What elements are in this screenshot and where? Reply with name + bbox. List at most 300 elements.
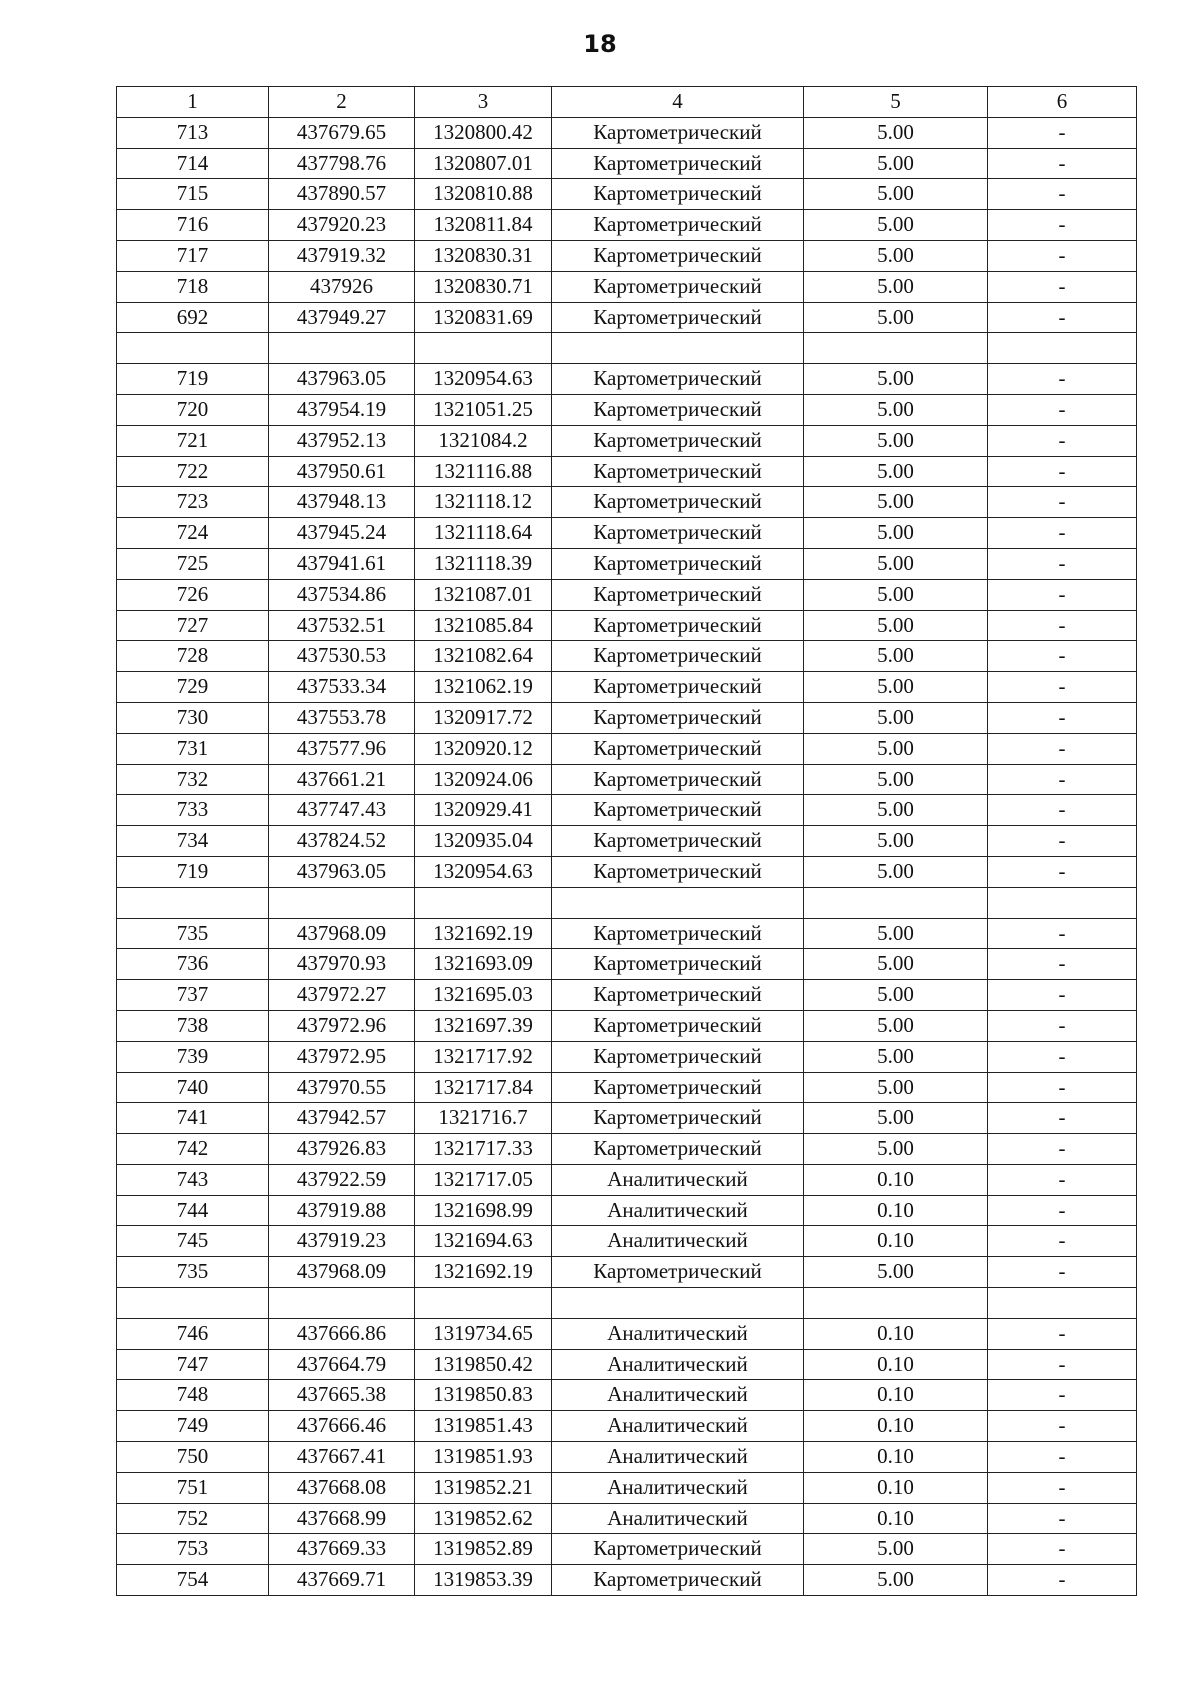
point-number-cell: [117, 333, 269, 364]
accuracy-cell: 5.00: [804, 1565, 988, 1596]
x-coordinate-cell: 437824.52: [269, 826, 415, 857]
note-cell: -: [988, 210, 1137, 241]
method-cell: Картометрический: [552, 518, 804, 549]
accuracy-cell: 0.10: [804, 1503, 988, 1534]
x-coordinate-cell: [269, 887, 415, 918]
note-cell: -: [988, 271, 1137, 302]
x-coordinate-cell: 437919.88: [269, 1195, 415, 1226]
y-coordinate-cell: 1320830.31: [415, 240, 552, 271]
table-row: [117, 1472, 1137, 1503]
point-number-cell: 729: [117, 672, 269, 703]
point-number-cell: 750: [117, 1442, 269, 1473]
method-cell: Картометрический: [552, 548, 804, 579]
point-number-cell: 746: [117, 1318, 269, 1349]
note-cell: -: [988, 641, 1137, 672]
column-header-5: 5: [804, 87, 988, 118]
x-coordinate-cell: 437949.27: [269, 302, 415, 333]
table-row: [117, 733, 1137, 764]
note-cell: -: [988, 733, 1137, 764]
y-coordinate-cell: 1320807.01: [415, 148, 552, 179]
x-coordinate-cell: 437679.65: [269, 117, 415, 148]
method-cell: Аналитический: [552, 1442, 804, 1473]
method-cell: Картометрический: [552, 610, 804, 641]
table-row: [117, 795, 1137, 826]
accuracy-cell: 0.10: [804, 1318, 988, 1349]
table-row: [117, 579, 1137, 610]
y-coordinate-cell: 1320954.63: [415, 856, 552, 887]
note-cell: -: [988, 1195, 1137, 1226]
table-row: [117, 1164, 1137, 1195]
note-cell: -: [988, 980, 1137, 1011]
table-row: [117, 641, 1137, 672]
note-cell: -: [988, 364, 1137, 395]
accuracy-cell: 5.00: [804, 425, 988, 456]
point-number-cell: 715: [117, 179, 269, 210]
y-coordinate-cell: 1320800.42: [415, 117, 552, 148]
table-row: [117, 856, 1137, 887]
point-number-cell: 744: [117, 1195, 269, 1226]
accuracy-cell: 5.00: [804, 949, 988, 980]
table-row: [117, 487, 1137, 518]
method-cell: Картометрический: [552, 487, 804, 518]
y-coordinate-cell: 1321118.64: [415, 518, 552, 549]
method-cell: Картометрический: [552, 795, 804, 826]
table-row: [117, 148, 1137, 179]
point-number-cell: 737: [117, 980, 269, 1011]
point-number-cell: 724: [117, 518, 269, 549]
table-row: [117, 1041, 1137, 1072]
x-coordinate-cell: 437952.13: [269, 425, 415, 456]
column-header-6: 6: [988, 87, 1137, 118]
accuracy-cell: 5.00: [804, 117, 988, 148]
note-cell: -: [988, 1134, 1137, 1165]
y-coordinate-cell: 1321084.2: [415, 425, 552, 456]
note-cell: -: [988, 456, 1137, 487]
x-coordinate-cell: 437533.34: [269, 672, 415, 703]
accuracy-cell: 0.10: [804, 1472, 988, 1503]
point-number-cell: 738: [117, 1010, 269, 1041]
table-row: [117, 1134, 1137, 1165]
y-coordinate-cell: 1319851.43: [415, 1411, 552, 1442]
point-number-cell: 751: [117, 1472, 269, 1503]
accuracy-cell: 5.00: [804, 1534, 988, 1565]
method-cell: Аналитический: [552, 1349, 804, 1380]
accuracy-cell: 5.00: [804, 702, 988, 733]
note-cell: -: [988, 795, 1137, 826]
method-cell: Аналитический: [552, 1195, 804, 1226]
table-row: [117, 1226, 1137, 1257]
accuracy-cell: 0.10: [804, 1380, 988, 1411]
note-cell: -: [988, 548, 1137, 579]
x-coordinate-cell: 437963.05: [269, 364, 415, 395]
y-coordinate-cell: 1321693.09: [415, 949, 552, 980]
x-coordinate-cell: 437577.96: [269, 733, 415, 764]
x-coordinate-cell: 437747.43: [269, 795, 415, 826]
point-number-cell: 749: [117, 1411, 269, 1442]
accuracy-cell: 5.00: [804, 1103, 988, 1134]
y-coordinate-cell: 1321116.88: [415, 456, 552, 487]
y-coordinate-cell: 1321087.01: [415, 579, 552, 610]
accuracy-cell: 5.00: [804, 795, 988, 826]
accuracy-cell: 0.10: [804, 1226, 988, 1257]
y-coordinate-cell: [415, 1288, 552, 1319]
accuracy-cell: 5.00: [804, 1010, 988, 1041]
table-row: [117, 1380, 1137, 1411]
table-row: [117, 672, 1137, 703]
x-coordinate-cell: 437963.05: [269, 856, 415, 887]
table-row: [117, 548, 1137, 579]
note-cell: -: [988, 1565, 1137, 1596]
point-number-cell: 725: [117, 548, 269, 579]
x-coordinate-cell: [269, 1288, 415, 1319]
x-coordinate-cell: 437664.79: [269, 1349, 415, 1380]
accuracy-cell: 5.00: [804, 487, 988, 518]
method-cell: [552, 887, 804, 918]
accuracy-cell: 5.00: [804, 918, 988, 949]
table-row: [117, 918, 1137, 949]
table-row: [117, 1072, 1137, 1103]
y-coordinate-cell: 1319852.89: [415, 1534, 552, 1565]
method-cell: Картометрический: [552, 579, 804, 610]
y-coordinate-cell: 1321118.39: [415, 548, 552, 579]
table-row: [117, 610, 1137, 641]
y-coordinate-cell: 1321717.84: [415, 1072, 552, 1103]
note-cell: -: [988, 148, 1137, 179]
note-cell: [988, 887, 1137, 918]
accuracy-cell: 5.00: [804, 518, 988, 549]
y-coordinate-cell: 1320811.84: [415, 210, 552, 241]
x-coordinate-cell: 437669.33: [269, 1534, 415, 1565]
note-cell: -: [988, 672, 1137, 703]
method-cell: Картометрический: [552, 210, 804, 241]
x-coordinate-cell: 437941.61: [269, 548, 415, 579]
table-header-row: [117, 87, 1137, 118]
table-row: [117, 887, 1137, 918]
note-cell: -: [988, 1257, 1137, 1288]
point-number-cell: 726: [117, 579, 269, 610]
accuracy-cell: 5.00: [804, 980, 988, 1011]
y-coordinate-cell: 1320831.69: [415, 302, 552, 333]
accuracy-cell: [804, 887, 988, 918]
accuracy-cell: 5.00: [804, 394, 988, 425]
accuracy-cell: [804, 1288, 988, 1319]
table-body: [117, 117, 1137, 1595]
table-row: [117, 702, 1137, 733]
x-coordinate-cell: 437665.38: [269, 1380, 415, 1411]
method-cell: Картометрический: [552, 179, 804, 210]
table-row: [117, 1318, 1137, 1349]
point-number-cell: 745: [117, 1226, 269, 1257]
x-coordinate-cell: 437669.71: [269, 1565, 415, 1596]
point-number-cell: 718: [117, 271, 269, 302]
point-number-cell: [117, 1288, 269, 1319]
note-cell: -: [988, 702, 1137, 733]
table-row: [117, 826, 1137, 857]
x-coordinate-cell: 437954.19: [269, 394, 415, 425]
point-number-cell: 735: [117, 918, 269, 949]
point-number-cell: 723: [117, 487, 269, 518]
note-cell: -: [988, 1010, 1137, 1041]
x-coordinate-cell: 437942.57: [269, 1103, 415, 1134]
note-cell: -: [988, 179, 1137, 210]
table-row: [117, 1010, 1137, 1041]
x-coordinate-cell: 437972.27: [269, 980, 415, 1011]
y-coordinate-cell: 1319852.21: [415, 1472, 552, 1503]
accuracy-cell: 5.00: [804, 1134, 988, 1165]
x-coordinate-cell: 437972.95: [269, 1041, 415, 1072]
y-coordinate-cell: 1319734.65: [415, 1318, 552, 1349]
point-number-cell: 732: [117, 764, 269, 795]
note-cell: -: [988, 1072, 1137, 1103]
y-coordinate-cell: 1320810.88: [415, 179, 552, 210]
note-cell: -: [988, 240, 1137, 271]
accuracy-cell: 5.00: [804, 641, 988, 672]
table-row: [117, 425, 1137, 456]
y-coordinate-cell: 1319852.62: [415, 1503, 552, 1534]
x-coordinate-cell: [269, 333, 415, 364]
table-row: [117, 1534, 1137, 1565]
column-header-1: 1: [117, 87, 269, 118]
y-coordinate-cell: 1320917.72: [415, 702, 552, 733]
note-cell: -: [988, 1503, 1137, 1534]
accuracy-cell: 5.00: [804, 302, 988, 333]
table-row: [117, 518, 1137, 549]
method-cell: Картометрический: [552, 240, 804, 271]
table-row: [117, 117, 1137, 148]
method-cell: Картометрический: [552, 826, 804, 857]
accuracy-cell: [804, 333, 988, 364]
method-cell: Картометрический: [552, 702, 804, 733]
point-number-cell: 717: [117, 240, 269, 271]
method-cell: Картометрический: [552, 425, 804, 456]
method-cell: Аналитический: [552, 1503, 804, 1534]
y-coordinate-cell: 1321717.05: [415, 1164, 552, 1195]
y-coordinate-cell: 1321051.25: [415, 394, 552, 425]
x-coordinate-cell: 437926: [269, 271, 415, 302]
y-coordinate-cell: 1320920.12: [415, 733, 552, 764]
table-row: [117, 179, 1137, 210]
x-coordinate-cell: 437919.32: [269, 240, 415, 271]
accuracy-cell: 5.00: [804, 1041, 988, 1072]
point-number-cell: 727: [117, 610, 269, 641]
y-coordinate-cell: 1321717.33: [415, 1134, 552, 1165]
method-cell: Картометрический: [552, 271, 804, 302]
column-header-2: 2: [269, 87, 415, 118]
note-cell: -: [988, 1226, 1137, 1257]
method-cell: Картометрический: [552, 148, 804, 179]
y-coordinate-cell: 1319850.42: [415, 1349, 552, 1380]
table-row: [117, 1288, 1137, 1319]
x-coordinate-cell: 437922.59: [269, 1164, 415, 1195]
point-number-cell: 736: [117, 949, 269, 980]
note-cell: -: [988, 117, 1137, 148]
y-coordinate-cell: 1319850.83: [415, 1380, 552, 1411]
x-coordinate-cell: 437534.86: [269, 579, 415, 610]
point-number-cell: 748: [117, 1380, 269, 1411]
table-row: [117, 210, 1137, 241]
note-cell: -: [988, 518, 1137, 549]
note-cell: -: [988, 302, 1137, 333]
table-row: [117, 1503, 1137, 1534]
y-coordinate-cell: [415, 333, 552, 364]
method-cell: [552, 1288, 804, 1319]
method-cell: Аналитический: [552, 1164, 804, 1195]
table-row: [117, 1411, 1137, 1442]
point-number-cell: 742: [117, 1134, 269, 1165]
table-row: [117, 456, 1137, 487]
y-coordinate-cell: 1320924.06: [415, 764, 552, 795]
method-cell: Аналитический: [552, 1226, 804, 1257]
accuracy-cell: 5.00: [804, 240, 988, 271]
point-number-cell: 716: [117, 210, 269, 241]
method-cell: Картометрический: [552, 1103, 804, 1134]
note-cell: -: [988, 1041, 1137, 1072]
method-cell: Аналитический: [552, 1318, 804, 1349]
accuracy-cell: 0.10: [804, 1411, 988, 1442]
table-row: [117, 949, 1137, 980]
method-cell: Картометрический: [552, 641, 804, 672]
method-cell: Аналитический: [552, 1411, 804, 1442]
point-number-cell: 722: [117, 456, 269, 487]
method-cell: Картометрический: [552, 456, 804, 487]
note-cell: -: [988, 1103, 1137, 1134]
y-coordinate-cell: 1321118.12: [415, 487, 552, 518]
x-coordinate-cell: 437668.08: [269, 1472, 415, 1503]
y-coordinate-cell: 1321085.84: [415, 610, 552, 641]
accuracy-cell: 5.00: [804, 548, 988, 579]
point-number-cell: 713: [117, 117, 269, 148]
accuracy-cell: 5.00: [804, 210, 988, 241]
point-number-cell: 728: [117, 641, 269, 672]
y-coordinate-cell: 1320954.63: [415, 364, 552, 395]
y-coordinate-cell: 1321692.19: [415, 1257, 552, 1288]
note-cell: -: [988, 425, 1137, 456]
note-cell: -: [988, 1164, 1137, 1195]
table-row: [117, 980, 1137, 1011]
point-number-cell: 720: [117, 394, 269, 425]
accuracy-cell: 5.00: [804, 1257, 988, 1288]
column-header-3: 3: [415, 87, 552, 118]
y-coordinate-cell: 1321717.92: [415, 1041, 552, 1072]
method-cell: Картометрический: [552, 1041, 804, 1072]
y-coordinate-cell: 1319851.93: [415, 1442, 552, 1473]
note-cell: -: [988, 579, 1137, 610]
method-cell: Картометрический: [552, 364, 804, 395]
method-cell: Картометрический: [552, 1134, 804, 1165]
method-cell: Картометрический: [552, 918, 804, 949]
point-number-cell: 734: [117, 826, 269, 857]
note-cell: -: [988, 610, 1137, 641]
x-coordinate-cell: 437970.55: [269, 1072, 415, 1103]
page-number: 18: [583, 30, 617, 58]
accuracy-cell: 5.00: [804, 579, 988, 610]
accuracy-cell: 5.00: [804, 764, 988, 795]
x-coordinate-cell: 437667.41: [269, 1442, 415, 1473]
point-number-cell: 721: [117, 425, 269, 456]
x-coordinate-cell: 437972.96: [269, 1010, 415, 1041]
accuracy-cell: 5.00: [804, 856, 988, 887]
note-cell: -: [988, 1318, 1137, 1349]
accuracy-cell: 5.00: [804, 610, 988, 641]
note-cell: -: [988, 764, 1137, 795]
x-coordinate-cell: 437530.53: [269, 641, 415, 672]
accuracy-cell: 5.00: [804, 1072, 988, 1103]
y-coordinate-cell: 1320935.04: [415, 826, 552, 857]
accuracy-cell: 5.00: [804, 456, 988, 487]
method-cell: [552, 333, 804, 364]
x-coordinate-cell: 437926.83: [269, 1134, 415, 1165]
y-coordinate-cell: 1321695.03: [415, 980, 552, 1011]
method-cell: Картометрический: [552, 672, 804, 703]
point-number-cell: 692: [117, 302, 269, 333]
point-number-cell: [117, 887, 269, 918]
table-row: [117, 1442, 1137, 1473]
x-coordinate-cell: 437970.93: [269, 949, 415, 980]
point-number-cell: 740: [117, 1072, 269, 1103]
point-number-cell: 741: [117, 1103, 269, 1134]
accuracy-cell: 5.00: [804, 672, 988, 703]
point-number-cell: 754: [117, 1565, 269, 1596]
point-number-cell: 730: [117, 702, 269, 733]
method-cell: Картометрический: [552, 856, 804, 887]
x-coordinate-cell: 437798.76: [269, 148, 415, 179]
accuracy-cell: 0.10: [804, 1195, 988, 1226]
method-cell: Аналитический: [552, 1380, 804, 1411]
note-cell: -: [988, 856, 1137, 887]
point-number-cell: 747: [117, 1349, 269, 1380]
method-cell: Картометрический: [552, 394, 804, 425]
note-cell: -: [988, 1472, 1137, 1503]
point-number-cell: 753: [117, 1534, 269, 1565]
y-coordinate-cell: 1321716.7: [415, 1103, 552, 1134]
method-cell: Картометрический: [552, 764, 804, 795]
x-coordinate-cell: 437666.46: [269, 1411, 415, 1442]
accuracy-cell: 5.00: [804, 364, 988, 395]
table-row: [117, 1195, 1137, 1226]
x-coordinate-cell: 437968.09: [269, 1257, 415, 1288]
table-row: [117, 302, 1137, 333]
accuracy-cell: 0.10: [804, 1349, 988, 1380]
x-coordinate-cell: 437950.61: [269, 456, 415, 487]
y-coordinate-cell: 1320929.41: [415, 795, 552, 826]
point-number-cell: 719: [117, 856, 269, 887]
x-coordinate-cell: 437919.23: [269, 1226, 415, 1257]
method-cell: Картометрический: [552, 302, 804, 333]
note-cell: -: [988, 487, 1137, 518]
accuracy-cell: 0.10: [804, 1164, 988, 1195]
table-row: [117, 1565, 1137, 1596]
x-coordinate-cell: 437890.57: [269, 179, 415, 210]
point-number-cell: 733: [117, 795, 269, 826]
table-row: [117, 764, 1137, 795]
method-cell: Картометрический: [552, 1565, 804, 1596]
note-cell: [988, 333, 1137, 364]
note-cell: -: [988, 1380, 1137, 1411]
x-coordinate-cell: 437666.86: [269, 1318, 415, 1349]
method-cell: Картометрический: [552, 117, 804, 148]
point-number-cell: 714: [117, 148, 269, 179]
point-number-cell: 752: [117, 1503, 269, 1534]
accuracy-cell: 0.10: [804, 1442, 988, 1473]
x-coordinate-cell: 437968.09: [269, 918, 415, 949]
accuracy-cell: 5.00: [804, 826, 988, 857]
x-coordinate-cell: 437661.21: [269, 764, 415, 795]
y-coordinate-cell: 1320830.71: [415, 271, 552, 302]
y-coordinate-cell: [415, 887, 552, 918]
x-coordinate-cell: 437920.23: [269, 210, 415, 241]
y-coordinate-cell: 1321694.63: [415, 1226, 552, 1257]
accuracy-cell: 5.00: [804, 179, 988, 210]
